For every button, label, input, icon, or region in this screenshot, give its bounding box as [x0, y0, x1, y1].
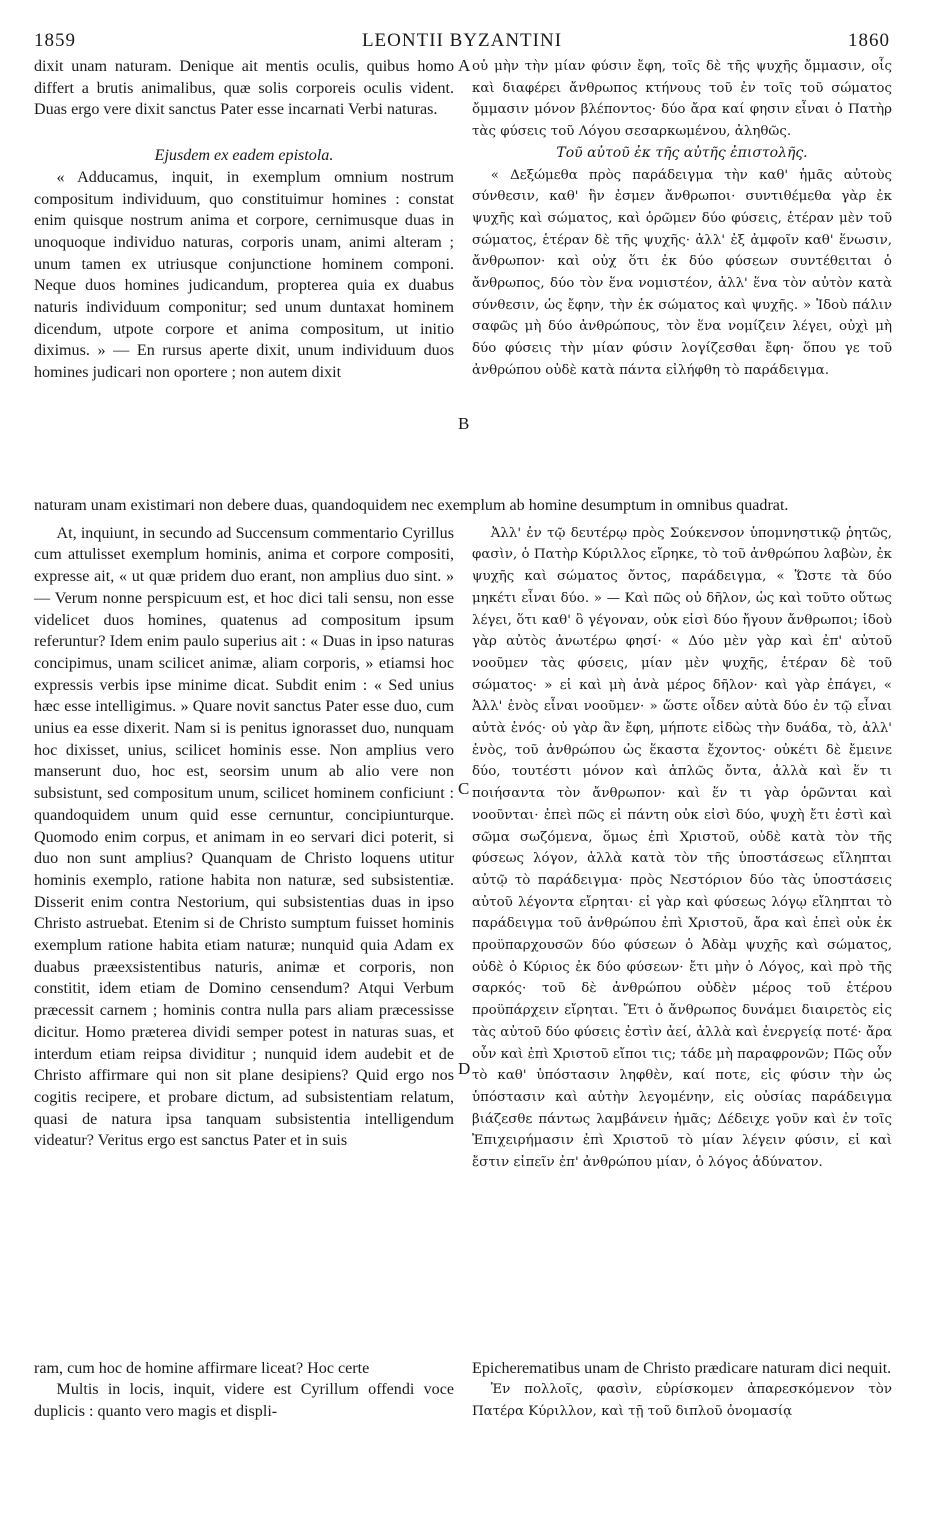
margin-marker-a: A: [458, 56, 471, 75]
latin-column-1: [34, 56, 454, 384]
running-header: [34, 30, 890, 56]
greek-heading: Τοῦ αὐτοῦ ἐκ τῆς αὐτῆς ἐπιστολῆς.: [556, 144, 808, 161]
section-2: [34, 523, 892, 1358]
margin-marker-b: B: [458, 414, 470, 433]
page-body: [34, 56, 892, 1468]
greek-column-3: [472, 1358, 892, 1423]
full-width-line: [34, 495, 892, 517]
running-title: LEONTII BYZANTINI: [361, 30, 563, 51]
bridge-text: naturam unam existimari non debere duas, quandoquidem nec exemplum ab homine desumptum in omnibus quadrat.: [34, 497, 789, 514]
latin-paragraph: dixit unam naturam. Denique ait mentis oculis, quibus homo differt a brutis animalibus, quæ solis corporeis oculis vident. Duas ergo vere dixit sanctus Pater esse incarnati Verbi naturas.: [34, 58, 454, 119]
greek-column-2: [472, 523, 892, 1174]
latin-paragraph: At, inquiunt, in secundo ad Succensum commentario Cyrillus cum attulisset exemplum hominis, anima et corpore compositi, expresse ait, « ut quæ pridem duo erant, non amplius duo sint. » — Verum nonne perspicuum est, et hoc dici tali sensu, non esse videlicet duos homines, quatenus ad compositum ipsum referuntur? Idem enim paulo superius ait : « Duas in ipso naturas concipimus, unam scilicet animæ, aliam corporis, » etiamsi hoc expressis verbis ipse minime dicat. Subdit enim : « Sed unius hæc esse intelligimus. » Quare novit sanctus Pater esse duo, cum unius ea esse dixerit. Nam si is penitus ignorasset duo, nunquam hoc dixisset, unius, scilicet hominis esse. Non amplius vero manserunt duo, hoc est, seorsim unum ab alio vere non subsistunt, sed compositum unum, scilicet hominem conficiunt : quandoquidem unum quid esse cernuntur, concipiunturque. Quomodo enim corpus, et animam in eo servari dici poterit, si duo non sunt amplius? Quanquam de Christo loquens utitur hominis exemplo, ratione habita non naturæ, sed subsistentiæ. Disserit enim contra Nestorium, qui subsistentias duas in ipso Christo astruebat. Etenim si de Christo sumptum fuisset hominis exemplum ratione habita etiam naturæ; nunquid quia Adam ex duabus præexsistentibus naturis, animæ et corporis, non constitit, idem etiam de Domino censendum? Atqui Verbum præcessit carnem ; hominis contra nulla pars aliam præcessisse dicitur. Homo præterea dividi semper potest in naturas suas, et interdum etiam reipsa dividitur ; nunquid idem audebit et de Christo affirmare qui non sit plane desipiens? Quid ergo nos cogitis recipere, et probare dictum, ad subsistentiam relatum, quasi de natura ipsa tanquam subsistentia intelligendum videatur? Veritus ergo est sanctus Pater et in suis: [34, 524, 454, 1150]
page-number-right: 1860: [848, 30, 890, 51]
greek-paragraph: Ἐν πολλοῖς, φασὶν, εὑρίσκομεν ἀπαρεσκόμενον τὸν Πατέρα Κύριλλον, καὶ τῇ τοῦ διπλοῦ ὀνομασίᾳ: [472, 1382, 892, 1420]
greek-column-1: [472, 56, 892, 382]
margin-marker-d: D: [458, 1058, 471, 1078]
latin-heading: Ejusdem ex eadem epistola.: [154, 147, 334, 165]
latin-column-3: [34, 1358, 454, 1423]
section-1: [34, 56, 892, 495]
greek-paragraph: Ἀλλ' ἐν τῷ δευτέρῳ πρὸς Σούκενσον ὑπομνηστικῷ ῥητῶς, φασὶν, ὁ Πατὴρ Κύριλλος εἴρηκε, τὸ τοῦ ἀνθρώπου λαβὼν, ἐκ ψυχῆς καὶ σώματος ὄντος, παράδειγμα, « Ὥστε τὰ δύο μηκέτι εἶναι δύο. » — Καὶ πῶς οὐ δῆλον, ὡς καὶ τοῦτο οὕτως λέγει, ὅτι καθ' ὃ γέγοναν, οὐκ εἰσὶ δύο ἤγουν ἄνθρωποι; ἰδοὺ γὰρ αὐτὸς ἀνωτέρω φησί· « Δύο μὲν γὰρ καὶ ἐπ' αὐτοῦ νοοῦμεν τὰς φύσεις, μίαν μὲν ψυχῆς, ἑτέραν δὲ τοῦ σώματος· » εἰ καὶ μὴ ἀνὰ μέρος δῆλον· καὶ γὰρ ἐπάγει, « Ἀλλ' ἑνὸς εἶναι νοοῦμεν· » ὥστε οἶδεν αὐτὰ δύο ἐν τῷ εἶναι αὐτὰ ἑνός· οὐ γὰρ ἂν ἔφη, μήποτε εἰδὼς τὴν δυάδα, τὸ, ἀλλ' ἑνὸς, τοῦ ἀνθρώπου ὡς ἕκαστα ἔχοντος· οὐκέτι δὲ ἔμεινε δύο, τουτέστι μόνον καὶ ἁπλῶς ὄντα, ἀλλὰ καὶ ἕν τι ποιήσαντα τὸν ἄνθρωπον· καὶ ἕν τι γὰρ ὁρῶνται καὶ νοοῦνται· ἐπεὶ πῶς εἰ πάντη οὐκ εἰσὶ δύο, ψυχὴ ἔτι ἐστὶ καὶ σῶμα σωζόμενα, ὅμως ἐπὶ Χριστοῦ, οὐδὲ κατὰ τὸν τῆς φύσεως λόγον, ἀλλὰ κατὰ τὸν τῆς ὑποστάσεως εἴληπται αὐτῷ τὸ παράδειγμα· πρὸς Νεστόριον δύο τὰς ὑποστάσεις αὐτοῦ λέγοντα εἴρηται· εἰ γὰρ καὶ φύσεως λόγῳ εἴληπται τὸ παράδειγμα τοῦ ἀνθρώπου ἐπὶ Χριστοῦ, ἄρα καὶ ἐπεὶ οὐκ ἐκ προϋπαρχουσῶν δύο φύσεων ὁ Ἀδὰμ ψυχῆς καὶ σώματος, οὐδὲ ὁ Κύριος ἐκ δύο φύσεων· ἔτι μὴν ὁ Λόγος, καὶ πρὸ τῆς σαρκός· τοῦ δὲ ἀνθρώπου οὐδὲν μέρος τοῦ ἑτέρου προϋπάρχειν εἴρηται. Ἔτι ὁ ἄνθρωπος δυνάμει διαιρετὸς εἰς τὰς αὐτοῦ δύο φύσεις ἐστὶν ἀεί, ἀλλὰ καὶ ἐνεργείᾳ ποτέ· ἄρα οὖν καὶ ἐπὶ Χριστοῦ εἴποι τις; τάδε μὴ παραφρονῶν; Πῶς οὖν τὸ καθ' ὑπόστασιν ληφθὲν, καί ποτε, εἰς φύσιν τὴν ὡς ὑπόστασιν καὶ αὐτὴν λεγομένην, εἰς οὐσίας παράδειγμα βιάζεσθε πάντως λαμβάνειν ἡμᾶς; Δέδειχε γοῦν καὶ ἐν τοῖς Ἐπιχειρήμασιν ἐπὶ Χριστοῦ τὸ μίαν λέγειν φύσιν, εἰ καὶ ἔστιν εἰπεῖν ἐπ' ἀνθρώπου μίαν, ὁ λόγος ἀδύνατον.: [472, 525, 892, 1171]
greek-paragraph: « Δεξώμεθα πρὸς παράδειγμα τὴν καθ' ἡμᾶς αὐτοὺς σύνθεσιν, καθ' ἣν ἐσμεν ἄνθρωποι· συντιθέμεθα γὰρ ἐκ ψυχῆς καὶ σώματος, καὶ ὁρῶμεν δύο φύσεις, ἑτέραν μὲν τοῦ σώματος, ἑτέραν δὲ τῆς ψυχῆς· ἀλλ' ἐξ ἀμφοῖν καθ' ἕνωσιν, ἄνθρωπον· καὶ οὐχ ὅτι ἐκ δύο φύσεων συντέθειται ὁ ἄνθρωπος, δύο τὸν ἕνα νομιστέον, ἀλλ' ἕνα τὸν αὐτὸν κατὰ σύνθεσιν, ὡς ἔφην, τὴν ἐκ σώματος καὶ ψυχῆς. » Ἰδοὺ πάλιν σαφῶς μὴ δύο ἀνθρώπους, τὸν ἕνα νομίζειν λέγει, οὐχὶ μὴ δύο φύσεις τὴν μίαν φύσιν λογίζεσθαι ἔφη· ὅπου γε τοῦ ἀνθρώπου οὐδὲ κατὰ πάντα εἰλήφθη τὸ παράδειγμα.: [472, 167, 892, 378]
page-number-left: 1859: [34, 30, 76, 51]
latin-column-2: [34, 523, 454, 1152]
greek-paragraph: οὐ μὴν τὴν μίαν φύσιν ἔφη, τοῖς δὲ τῆς ψυχῆς ὄμμασιν, οἷς καὶ διαφέρει ἄνθρωπος κτήνους τοῦ ἐν τοῖς τοῦ σώματος ὄμμασιν μόνον βλέποντος· δύο ἄρα καί φησιν εἶναι ὁ Πατὴρ τὰς φύσεις τοῦ Λόγου σεσαρκωμένου, ἀληθῶς.: [472, 59, 892, 140]
latin-paragraph: ram, cum hoc de homine affirmare liceat? Hoc certe: [34, 1359, 370, 1377]
latin-paragraph: « Adducamus, inquit, in exemplum omnium nostrum compositum individuum, quo constituimur homines : constat enim quisque nostrum anima et corpore, cernimusque duas in unoquoque individuo naturas, corporis unam, animi alteram ; unum tamen ex utriusque conjunctione hominem componi. Neque duos homines judicandum, propterea quia ex duabus naturis individuum componitur; sed unum duntaxat hominem dicendum, utpote corpore et anima compositum, ut initio diximus. » — En rursus aperte dixit, unum individuum duos homines judicari non oportere ; non autem dixit: [34, 168, 454, 382]
section-3: [34, 1358, 892, 1468]
latin-bridge-line: Epicherematibus unam de Christo prædicare naturam dici nequit.: [472, 1359, 892, 1377]
margin-marker-c: C: [458, 778, 470, 798]
latin-paragraph: Multis in locis, inquit, videre est Cyrillum offendi voce duplicis : quanto vero magis et displi-: [34, 1381, 454, 1421]
